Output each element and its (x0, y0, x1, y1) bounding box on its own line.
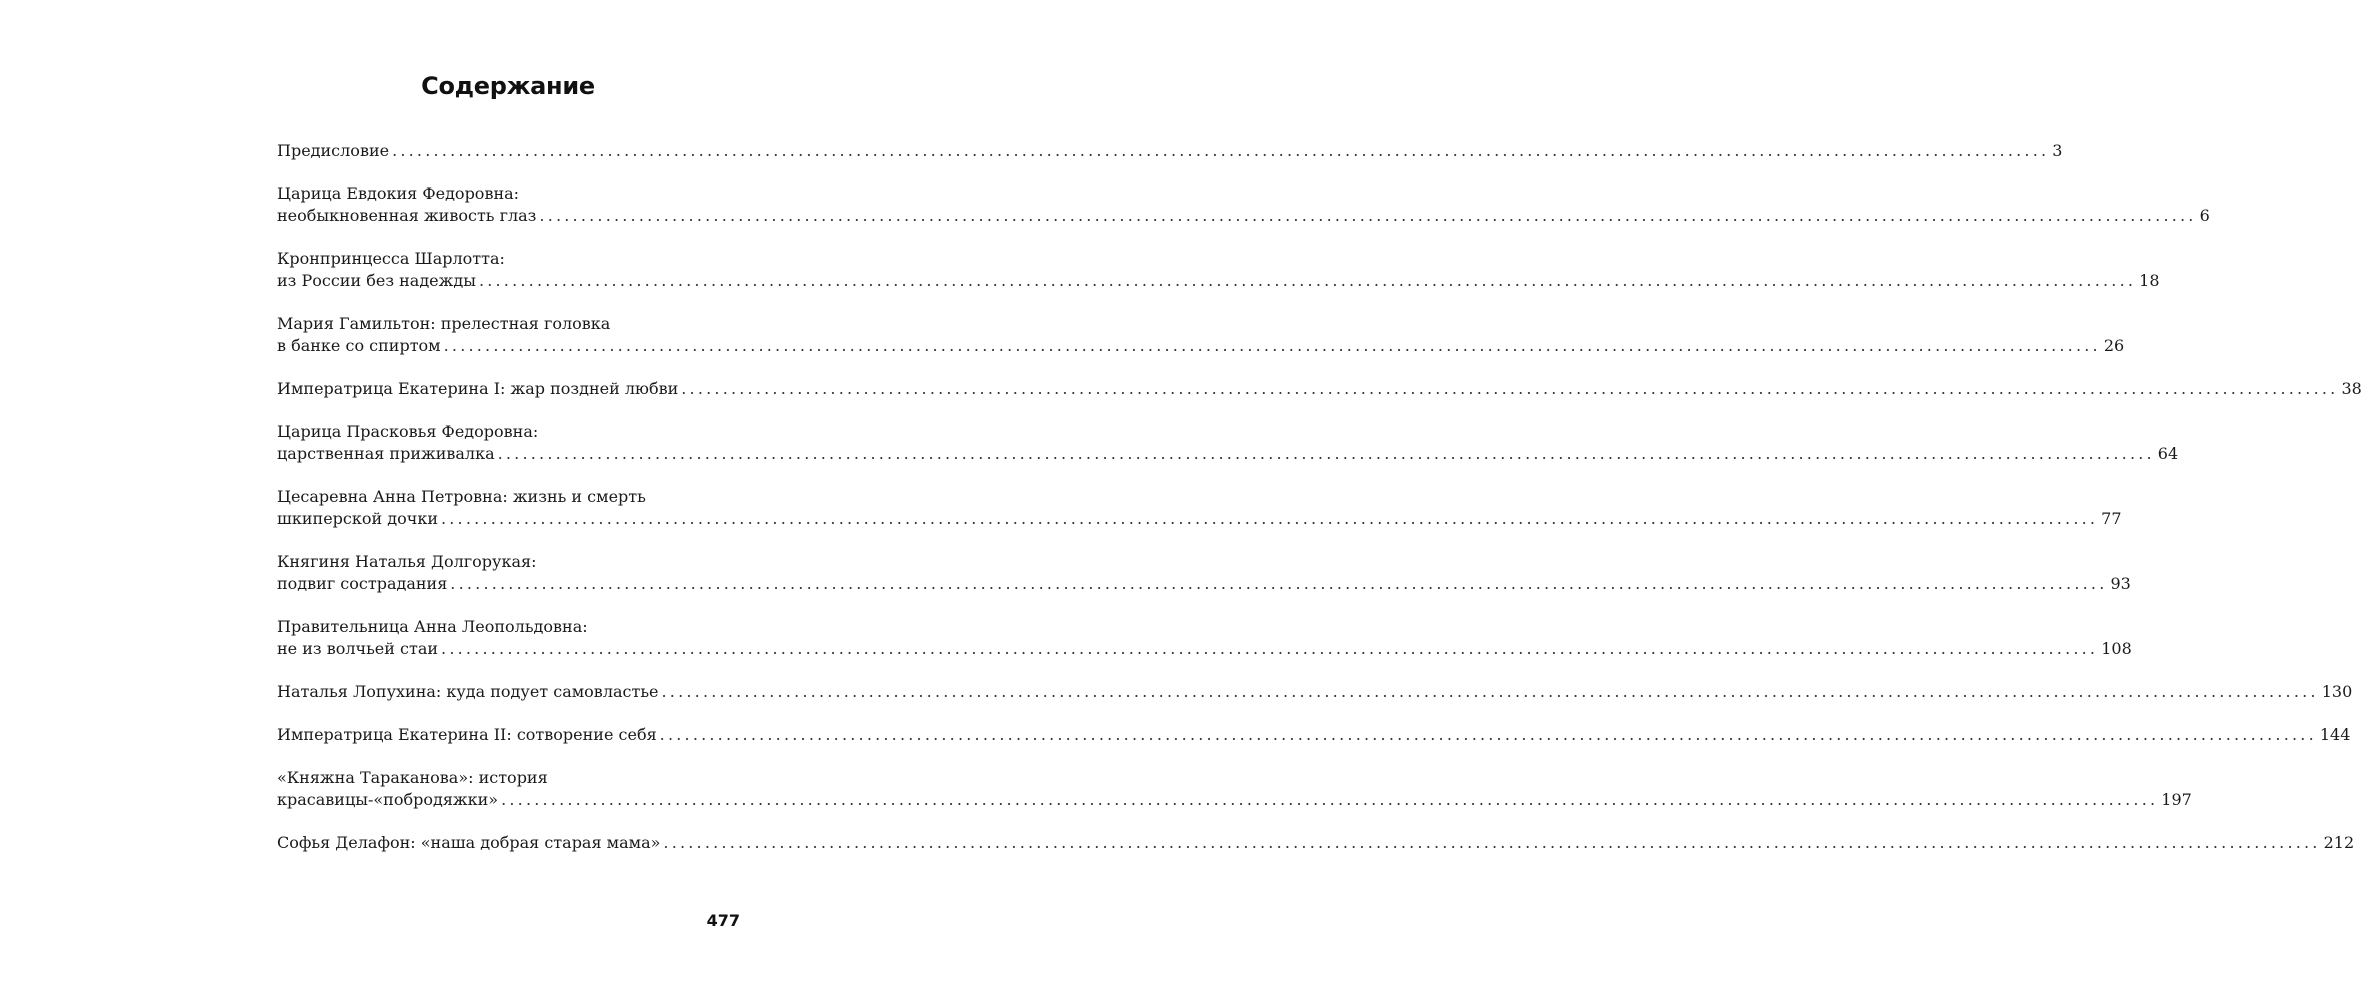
toc-entry-page-number: 108 (2101, 639, 2132, 658)
toc-entry (277, 551, 2131, 595)
toc-entry-final-line (277, 270, 2160, 292)
toc-entry (277, 378, 2362, 400)
toc-entry-final-line (277, 508, 2122, 530)
dot-leader: ........................................................................................................................................................................................................ (681, 379, 2339, 398)
toc-entry-title-line-2: Императрица Екатерина II: сотворение себя (277, 725, 657, 744)
toc-entry-page-number: 3 (2052, 141, 2063, 160)
toc-entry (277, 616, 2132, 660)
toc-entry (277, 421, 2179, 465)
dot-leader: ........................................................................................................................................................................................................ (663, 833, 2321, 852)
toc-entry-page-number: 38 (2341, 379, 2362, 398)
toc-entry-title-line-2: красавицы-«побродяжки» (277, 790, 499, 809)
toc-entry (277, 681, 2353, 703)
toc-entry-page-number: 197 (2161, 790, 2192, 809)
toc-entry-final-line (277, 140, 2063, 162)
toc-entry-title-line-1: Царица Евдокия Федоровна: (277, 184, 520, 203)
dot-leader: ........................................................................................................................................................................................................ (539, 206, 2197, 225)
toc-entry (277, 832, 2355, 854)
toc-entry-final-line (277, 205, 2210, 227)
dot-leader: ........................................................................................................................................................................................................ (659, 725, 2317, 744)
toc-entry-title-line-2: Предисловие (277, 141, 390, 160)
toc-entry-title-line-1: Княгиня Наталья Долгорукая: (277, 552, 537, 571)
toc-entry (277, 313, 2125, 357)
table-of-contents (277, 140, 2362, 875)
toc-entry-page-number: 26 (2103, 336, 2125, 355)
dot-leader: ........................................................................................................................................................................................................ (392, 141, 2050, 160)
toc-entry-page-number: 64 (2157, 444, 2179, 463)
toc-entry-page-number: 18 (2139, 271, 2160, 290)
dot-leader: ........................................................................................................................................................................................................ (443, 336, 2101, 355)
toc-entry-title-line-2: Императрица Екатерина I: жар поздней любви (277, 379, 679, 398)
toc-entry-title-line-2: Наталья Лопухина: куда подует самовластье (277, 682, 659, 701)
toc-entry-final-line (277, 335, 2125, 357)
dot-leader: ........................................................................................................................................................................................................ (497, 444, 2155, 463)
toc-entry-final-line (277, 832, 2355, 854)
toc-entry (277, 767, 2192, 811)
toc-entry-title-line-1: Цесаревна Анна Петровна: жизнь и смерть (277, 487, 646, 506)
toc-entry-title-line-2: шкиперской дочки (277, 509, 438, 528)
toc-entry-page-number: 212 (2323, 833, 2355, 852)
toc-entry-title-line-2: Софья Делафон: «наша добрая старая мама» (277, 833, 661, 852)
toc-entry-page-number: 130 (2321, 682, 2353, 701)
toc-entry-title-line-2: подвиг сострадания (277, 574, 448, 593)
toc-entry-title-line-1: Царица Прасковья Федоровна: (277, 422, 539, 441)
toc-entry-title-line-1: «Княжна Тараканова»: история (277, 768, 548, 787)
toc-entry-title-line-1: Правительница Анна Леопольдовна: (277, 617, 588, 636)
dot-leader: ........................................................................................................................................................................................................ (440, 509, 2099, 528)
toc-entry-final-line (277, 681, 2353, 703)
toc-entry (277, 724, 2351, 746)
toc-entry (277, 248, 2160, 292)
dot-leader: ........................................................................................................................................................................................................ (661, 682, 2319, 701)
toc-entry-final-line (277, 573, 2131, 595)
toc-entry-final-line (277, 724, 2351, 746)
toc-entry-title-line-2: из России без надежды (277, 271, 476, 290)
toc-entry-final-line (277, 443, 2179, 465)
toc-entry (277, 486, 2122, 530)
toc-entry-title-line-2: не из волчьей стаи (277, 639, 439, 658)
toc-entry-page-number: 77 (2101, 509, 2122, 528)
toc-entry-page-number: 6 (2199, 206, 2210, 225)
toc-entry-title-line-2: царственная приживалка (277, 444, 495, 463)
toc-entry-page-number: 144 (2319, 725, 2351, 744)
toc-entry (277, 183, 2210, 227)
toc-entry-final-line (277, 638, 2132, 660)
toc-entry-title-line-1: Кронпринцесса Шарлотта: (277, 249, 505, 268)
dot-leader: ........................................................................................................................................................................................................ (441, 639, 2099, 658)
dot-leader: ........................................................................................................................................................................................................ (450, 574, 2108, 593)
page-title: Содержание (421, 72, 595, 100)
toc-entry-final-line (277, 789, 2192, 811)
toc-entry-title-line-2: в банке со спиртом (277, 336, 441, 355)
dot-leader: ........................................................................................................................................................................................................ (501, 790, 2159, 809)
toc-entry-title-line-2: необыкновенная живость глаз (277, 206, 537, 225)
toc-entry-page-number: 93 (2110, 574, 2131, 593)
toc-entry-final-line (277, 378, 2362, 400)
dot-leader: ........................................................................................................................................................................................................ (478, 271, 2137, 290)
toc-entry-title-line-1: Мария Гамильтон: прелестная головка (277, 314, 611, 333)
page-number: 477 (706, 911, 740, 930)
toc-entry (277, 140, 2063, 162)
